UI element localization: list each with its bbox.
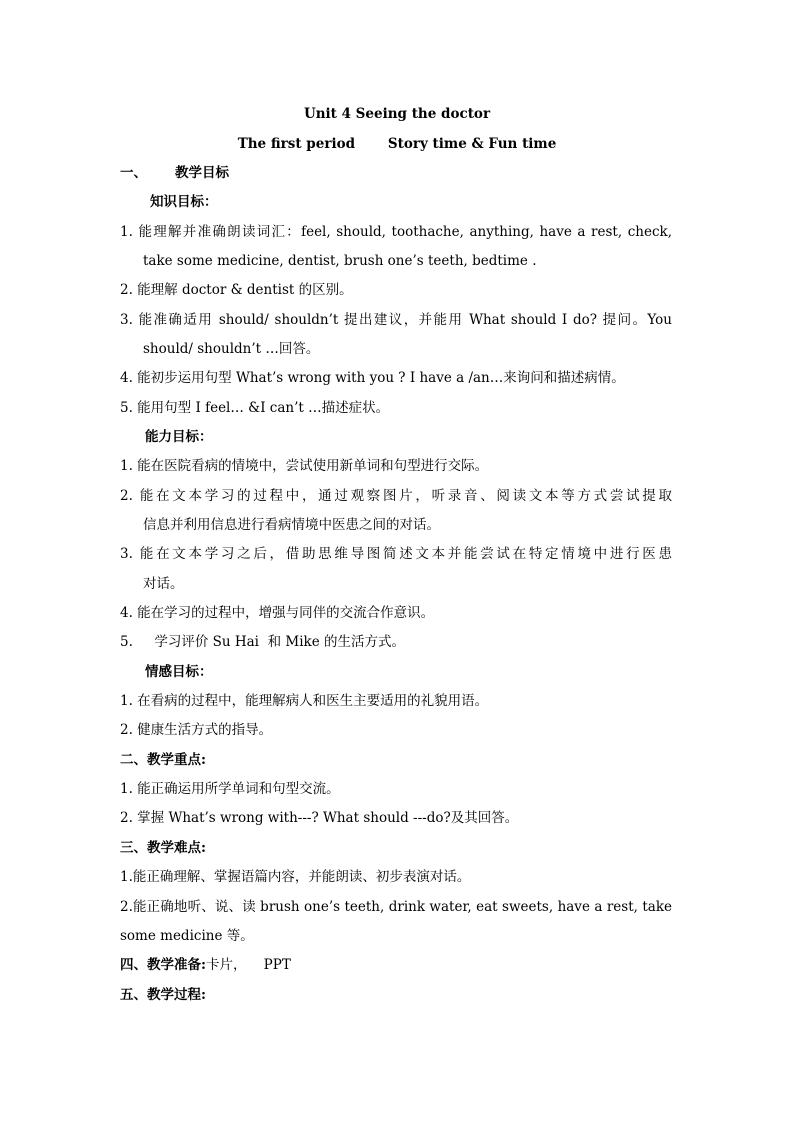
knowledge-item-3-cont: should/ shouldn’t …回答。: [143, 341, 320, 357]
emotion-goals-label: 情感目标：: [145, 664, 213, 680]
knowledge-item-4: 4. 能初步运用句型 What’s wrong with you ? I have a /an…来询问和描述病情。: [120, 370, 625, 386]
difficulty-2-cont: some medicine 等。: [120, 928, 254, 944]
ability-item-1: 1. 能在医院看病的情境中，尝试使用新单词和句型进行交际。: [120, 458, 489, 474]
emotion-item-1: 1. 在看病的过程中，能理解病人和医生主要适用的礼貌用语。: [120, 693, 489, 709]
ability-item-5: 5. 学习评价 Su Hai 和 Mike 的生活方式。: [120, 634, 405, 650]
section-5-heading: 五、教学过程:: [120, 987, 206, 1003]
section-2-heading: 二、教学重点:: [120, 752, 206, 768]
knowledge-item-1: 1. 能理解并准确朗读词汇：feel, should, toothache, anything, have a rest, check,: [120, 224, 672, 240]
ability-item-3-cont: 对话。: [143, 576, 184, 592]
ability-item-2: 2. 能在文本学习的过程中，通过观察图片，听录音、阅读文本等方式尝试提取: [120, 488, 672, 504]
knowledge-item-1-cont: take some medicine, dentist, brush one’s teeth, bedtime .: [143, 253, 537, 269]
section-3-heading: 三、教学难点:: [120, 840, 206, 856]
document-title: Unit 4 Seeing the doctor: [303, 106, 491, 122]
ability-item-4: 4. 能在学习的过程中，增强与同伴的交流合作意识。: [120, 605, 435, 621]
ability-goals-label: 能力目标：: [145, 429, 213, 445]
difficulty-1: 1.能正确理解、掌握语篇内容，并能朗读、初步表演对话。: [120, 869, 471, 885]
section-4-heading: 四、教学准备:: [120, 957, 206, 973]
section-4-line: [120, 955, 291, 975]
key-point-1: 1. 能正确运用所学单词和句型交流。: [120, 781, 340, 797]
knowledge-goals-label: 知识目标：: [150, 194, 218, 210]
knowledge-item-2: 2. 能理解 doctor & dentist 的区别。: [120, 282, 353, 298]
ability-item-2-cont: 信息并利用信息进行看病情境中医患之间的对话。: [143, 517, 440, 533]
knowledge-item-5: 5. 能用句型 I feel… &I can’t …描述症状。: [120, 400, 390, 416]
difficulty-2: 2.能正确地听、说、读 brush one’s teeth, drink water, eat sweets, have a rest, take: [120, 899, 672, 915]
section-4-value: 卡片， PPT: [205, 957, 291, 973]
key-point-2: 2. 掌握 What’s wrong with---? What should ---do?及其回答。: [120, 810, 519, 826]
section-1-number: 一、: [120, 165, 147, 181]
section-1-heading: 教学目标: [175, 165, 229, 181]
emotion-item-2: 2. 健康生活方式的指导。: [120, 722, 273, 738]
knowledge-item-3: 3. 能准确适用 should/ shouldn’t 提出建议，并能用 What should I do? 提问。You: [120, 312, 672, 328]
document-subtitle: The first period Story time & Fun time: [237, 136, 557, 152]
ability-item-3: 3. 能在文本学习之后，借助思维导图简述文本并能尝试在特定情境中进行医患: [120, 546, 672, 562]
